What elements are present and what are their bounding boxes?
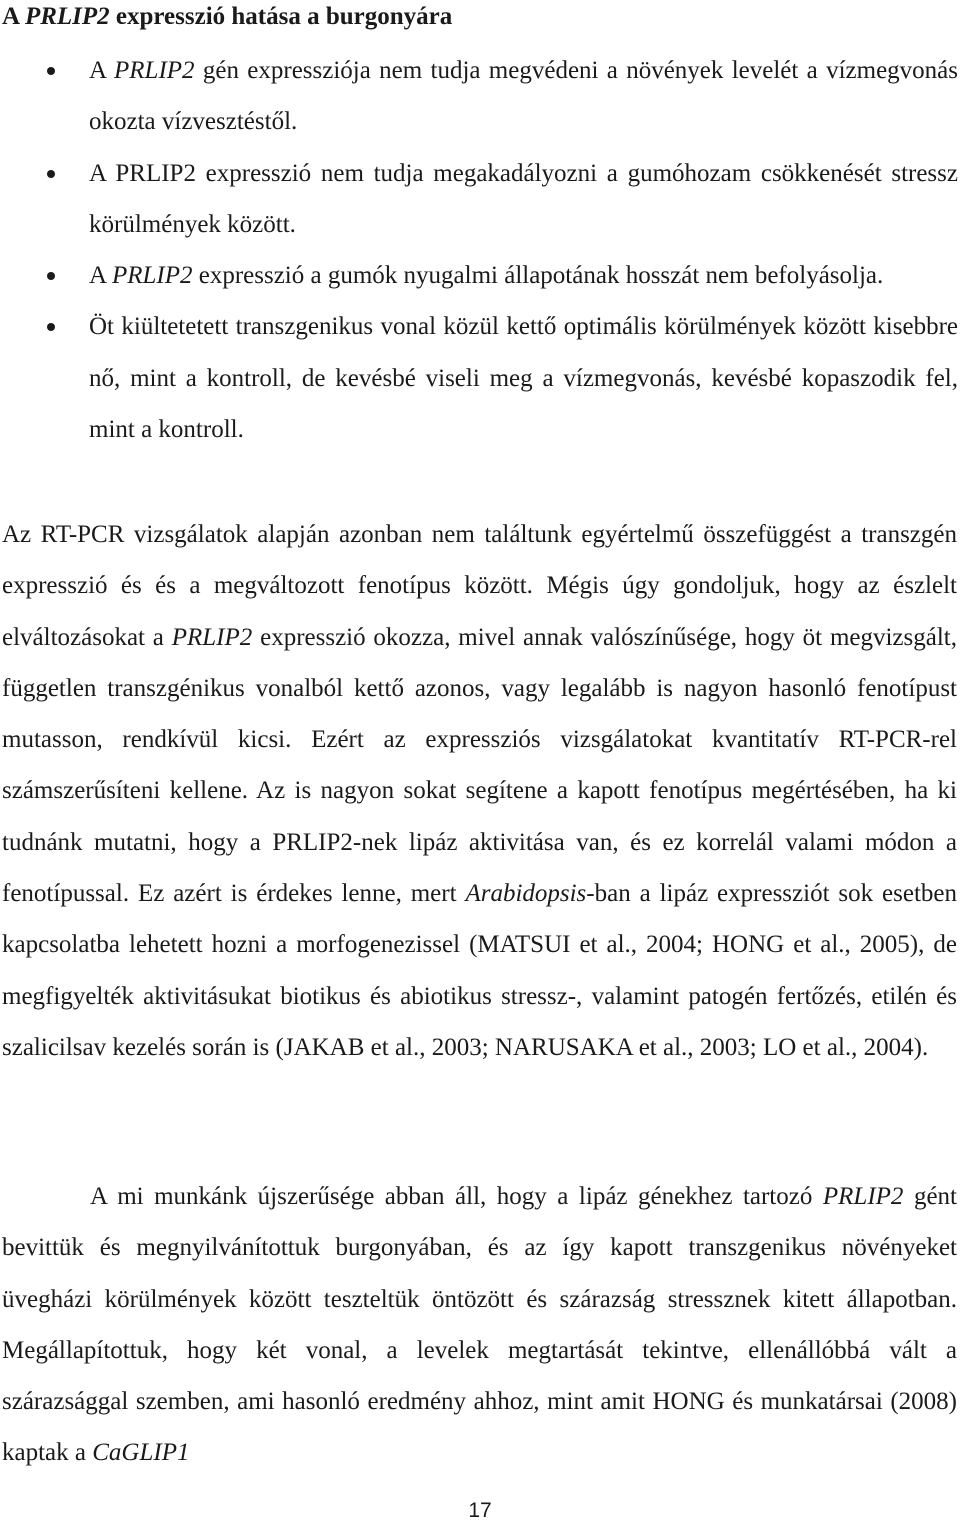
organism-name: Arabidopsis <box>465 880 587 908</box>
body-paragraph-1: Az RT-PCR vizsgálatok alapján azonban nem találtunk egyértelmű összefüggést a transzgén expresszió és és a megváltozott fenotípus között. Mégis úgy gondoljuk, hogy az észlelt elváltozásokat a PRLIP2 expresszió okozza, mivel annak valószínűsége, hogy öt megvizsgált, független transzgénikus vonalból kettő azonos, vagy legalább is nagyon hasonló fenotípust mutasson, rendkívül kicsi. Ezért az expressziós vizsgálatokat kvantitatív RT-PCR-rel számszerűsíteni kellene. Az is nagyon sokat segítene a kapott fenotípus megértésében, ha ki tudnánk mutatni, hogy a PRLIP2-nek lipáz aktivitása van, és ez korrelál valami módon a fenotípussal. Ez azért is érdekes lenne, mert Arabidopsis-ban a lipáz expressziót sok esetben kapcsolatba lehetett hozni a morfogenezissel (MATSUI et al., 2004; HONG et al., 2005), de megfigyelték aktivitásukat biotikus és abiotikus stressz-, valamint patogén fertőzés, etilén és szalicilsav kezelés során is (JAKAB et al., 2003; NARUSAKA et al., 2003; LO et al., 2004). <box>2 521 957 1061</box>
heading-lead: A <box>2 3 25 30</box>
gene-name: PRLIP2 <box>822 1183 904 1210</box>
section-heading <box>2 1 452 33</box>
heading-rest: expresszió hatása a burgonyára <box>109 3 453 30</box>
gene-name: PRLIP2 <box>171 623 253 651</box>
page-number: 17 <box>468 1499 492 1522</box>
list-item: A PRLIP2 gén expressziója nem tudja megvédeni a növények levelét a vízmegvonás okozta vízvesztéstől. <box>0 45 958 148</box>
body-paragraph-2: A mi munkánk újszerűsége abban áll, hogy a lipáz génekhez tartozó PRLIP2 gént bevittük és megnyilvánítottuk burgonyában, és az így kapott transzgenikus növényeket üvegházi körülmények között teszteltük öntözött és szárazság stressznek kitett állapotban. Megállapítottuk, hogy két vonal, a levelek megtartását tekintve, ellenállóbbá vált a szárazsággal szemben, ami hasonló eredmény ahhoz, mint amit HONG és munkatársai (2008) kaptak a CaGLIP1 <box>2 1183 957 1467</box>
conclusion-list <box>0 45 958 455</box>
list-item: Öt kiültetetett transzgenikus vonal közül kettő optimális körülmények között kisebbre nő, mint a kontroll, de kevésbé viseli meg a vízmegvonás, kevésbé kopaszodik fel, mint a kontroll. <box>0 301 958 455</box>
gene-name: CaGLIP1 <box>92 1439 190 1467</box>
bullet-icon <box>47 272 55 280</box>
list-item: A PRLIP2 expresszió a gumók nyugalmi állapotának hosszát nem befolyásolja. <box>0 250 958 301</box>
bullet-icon <box>47 67 55 75</box>
gene-name: PRLIP2 <box>111 262 193 290</box>
gene-name: PRLIP2 <box>114 57 195 84</box>
list-item: A PRLIP2 expresszió nem tudja megakadályozni a gumóhozam csökkenését stressz körülmények között. <box>0 148 958 251</box>
heading-gene-name: PRLIP2 <box>24 3 110 30</box>
bullet-icon <box>47 323 55 331</box>
bullet-icon <box>47 170 55 178</box>
